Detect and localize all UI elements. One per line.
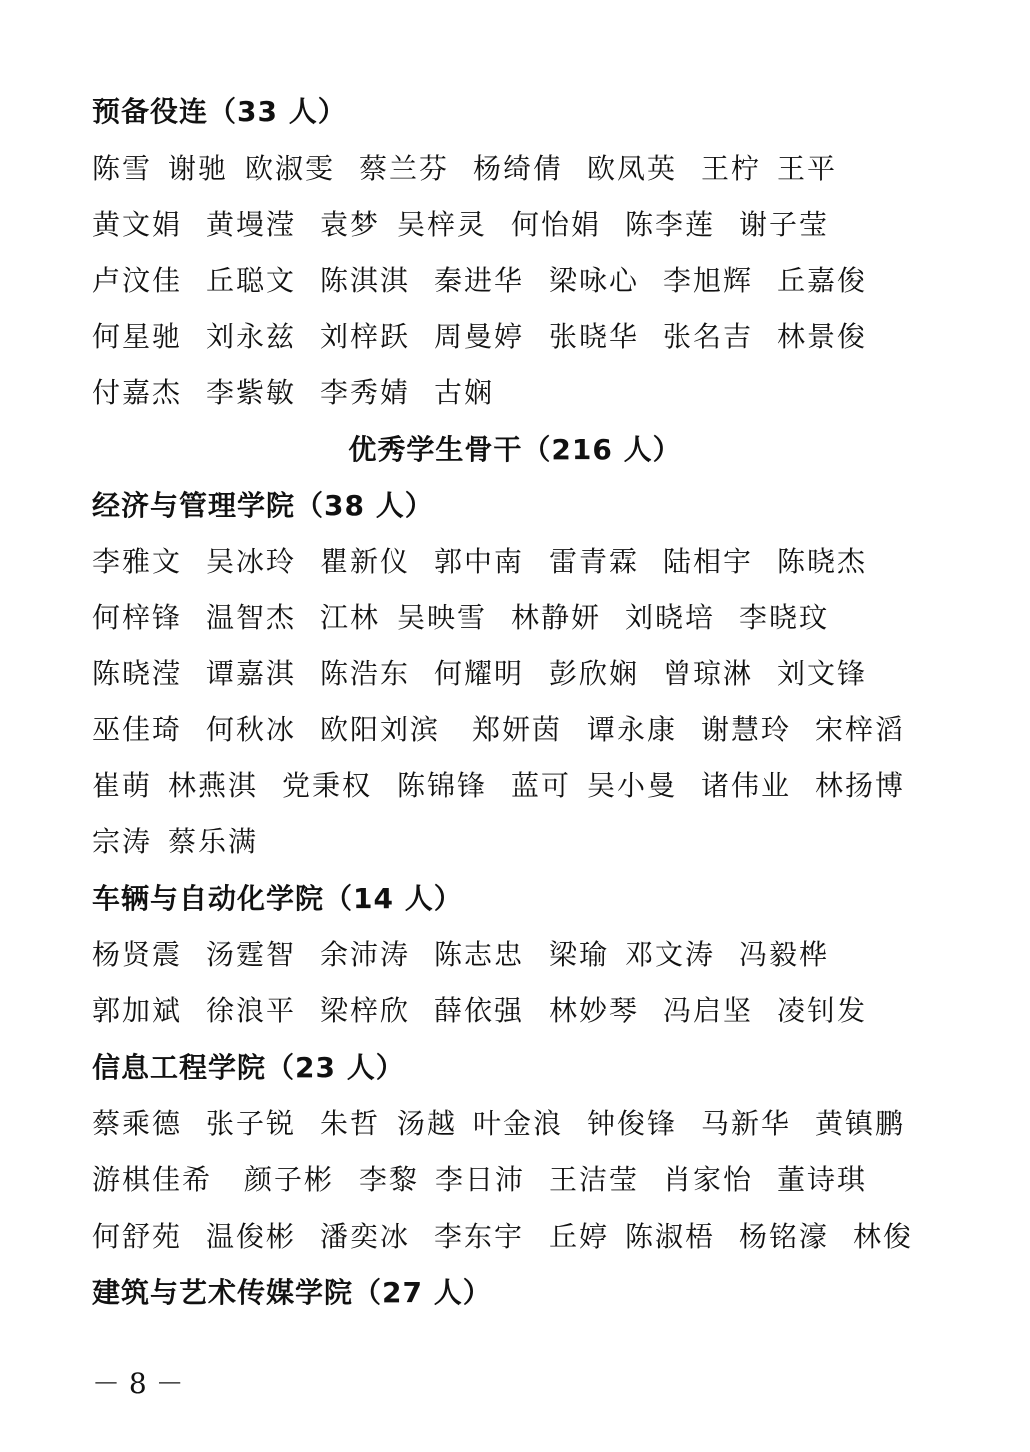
person-name: 温智杰 (206, 601, 297, 634)
section-heading-architecture-arts-media: 建筑与艺术传媒学院（27 人） (92, 1276, 492, 1309)
section-heading-information-engineering: 信息工程学院（23 人） (92, 1051, 405, 1084)
section-heading-economics-management: 经济与管理学院（38 人） (92, 489, 434, 522)
name-row (92, 542, 952, 582)
person-name: 郑妍茵 (472, 713, 563, 746)
person-name: 张晓华 (549, 320, 640, 353)
person-name: 吴映雪 (397, 601, 488, 634)
person-name: 徐浪平 (206, 994, 297, 1027)
person-name: 林景俊 (777, 320, 868, 353)
person-name: 李日沛 (435, 1163, 526, 1196)
person-name: 谢驰 (168, 152, 229, 185)
person-name: 刘永兹 (206, 320, 297, 353)
person-name: 陈晓杰 (777, 545, 868, 578)
person-name: 刘梓跃 (320, 320, 411, 353)
name-row (92, 822, 952, 862)
person-name: 王平 (777, 152, 838, 185)
person-name: 邓文涛 (625, 938, 716, 971)
person-name: 何舒苑 (92, 1220, 183, 1253)
name-row (92, 991, 952, 1031)
name-row (92, 149, 952, 189)
person-name: 潘奕冰 (320, 1220, 411, 1253)
person-name: 冯毅桦 (739, 938, 830, 971)
person-name: 诸伟业 (701, 769, 792, 802)
name-row (92, 317, 952, 357)
person-name: 何秋冰 (206, 713, 297, 746)
person-name: 李紫敏 (206, 376, 297, 409)
person-name: 黄镇鹏 (815, 1107, 906, 1140)
person-name: 蔡乘德 (92, 1107, 183, 1140)
person-name: 钟俊锋 (587, 1107, 678, 1140)
person-name: 瞿新仪 (320, 545, 411, 578)
section-heading-outstanding-students: 优秀学生骨干（216 人） (348, 433, 682, 466)
person-name: 陈淇淇 (320, 264, 411, 297)
name-row (92, 1104, 952, 1144)
person-name: 李雅文 (92, 545, 183, 578)
person-name: 吴冰玲 (206, 545, 297, 578)
name-row (92, 766, 952, 806)
name-row (92, 261, 952, 301)
person-name: 李旭辉 (663, 264, 754, 297)
person-name: 黄墁滢 (206, 208, 297, 241)
person-name: 陈志忠 (434, 938, 525, 971)
person-name: 欧凤英 (587, 152, 678, 185)
person-name: 黄文娟 (92, 208, 183, 241)
person-name: 陆相宇 (663, 545, 754, 578)
person-name: 肖家怡 (663, 1163, 754, 1196)
person-name: 游棋佳希 (92, 1163, 213, 1196)
person-name: 曾琼淋 (663, 657, 754, 690)
person-name: 薛依强 (434, 994, 525, 1027)
person-name: 温俊彬 (206, 1220, 297, 1253)
name-row (92, 205, 952, 245)
person-name: 汤越 (397, 1107, 458, 1140)
person-name: 吴小曼 (587, 769, 678, 802)
person-name: 汤霆智 (206, 938, 297, 971)
person-name: 崔萌 (92, 769, 153, 802)
section-heading-vehicle-automation: 车辆与自动化学院（14 人） (92, 882, 463, 915)
person-name: 付嘉杰 (92, 376, 183, 409)
person-name: 张名吉 (663, 320, 754, 353)
person-name: 何怡娟 (511, 208, 602, 241)
person-name: 丘嘉俊 (777, 264, 868, 297)
person-name: 雷青霖 (549, 545, 640, 578)
person-name: 颜子彬 (244, 1163, 335, 1196)
person-name: 冯启坚 (663, 994, 754, 1027)
person-name: 杨绮倩 (473, 152, 564, 185)
person-name: 古娴 (434, 376, 495, 409)
person-name: 谭嘉淇 (206, 657, 297, 690)
person-name: 郭加斌 (92, 994, 183, 1027)
person-name: 党秉权 (282, 769, 373, 802)
person-name: 谭永康 (587, 713, 678, 746)
person-name: 蓝可 (511, 769, 572, 802)
person-name: 林燕淇 (168, 769, 259, 802)
person-name: 宗涛 (92, 825, 153, 858)
person-name: 刘文锋 (777, 657, 868, 690)
person-name: 陈淑梧 (625, 1220, 716, 1253)
person-name: 袁梦 (320, 208, 381, 241)
person-name: 巫佳琦 (92, 713, 183, 746)
person-name: 周曼婷 (434, 320, 525, 353)
name-row (92, 1160, 952, 1200)
person-name: 梁咏心 (549, 264, 640, 297)
person-name: 李东宇 (434, 1220, 525, 1253)
person-name: 张子锐 (206, 1107, 297, 1140)
person-name: 何耀明 (434, 657, 525, 690)
person-name: 欧阳刘滨 (320, 713, 441, 746)
name-row (92, 373, 952, 413)
person-name: 何星驰 (92, 320, 183, 353)
name-row (92, 935, 952, 975)
person-name: 董诗琪 (777, 1163, 868, 1196)
person-name: 宋梓滔 (815, 713, 906, 746)
name-row (92, 1217, 952, 1257)
person-name: 陈晓滢 (92, 657, 183, 690)
person-name: 何梓锋 (92, 601, 183, 634)
person-name: 陈锦锋 (397, 769, 488, 802)
person-name: 杨贤震 (92, 938, 183, 971)
person-name: 吴梓灵 (397, 208, 488, 241)
person-name: 林妙琴 (549, 994, 640, 1027)
person-name: 谢子莹 (739, 208, 830, 241)
person-name: 欧淑雯 (245, 152, 336, 185)
person-name: 杨铭濠 (739, 1220, 830, 1253)
person-name: 梁梓欣 (320, 994, 411, 1027)
person-name: 彭欣娴 (549, 657, 640, 690)
person-name: 林扬博 (815, 769, 906, 802)
name-row (92, 710, 952, 750)
name-row (92, 598, 952, 638)
person-name: 陈雪 (92, 152, 153, 185)
person-name: 丘婷 (549, 1220, 610, 1253)
person-name: 刘晓培 (625, 601, 716, 634)
section-heading-reserve-company: 预备役连（33 人） (92, 95, 347, 128)
person-name: 余沛涛 (320, 938, 411, 971)
person-name: 陈浩东 (320, 657, 411, 690)
person-name: 林俊 (853, 1220, 914, 1253)
person-name: 马新华 (701, 1107, 792, 1140)
person-name: 郭中南 (434, 545, 525, 578)
name-row (92, 654, 952, 694)
person-name: 李黎 (359, 1163, 420, 1196)
person-name: 丘聪文 (206, 264, 297, 297)
person-name: 李晓玟 (739, 601, 830, 634)
person-name: 江林 (320, 601, 381, 634)
person-name: 李秀婧 (320, 376, 411, 409)
person-name: 王洁莹 (549, 1163, 640, 1196)
page-number: － 8 － (92, 1367, 184, 1400)
person-name: 叶金浪 (473, 1107, 564, 1140)
person-name: 王柠 (701, 152, 762, 185)
person-name: 蔡兰芬 (359, 152, 450, 185)
person-name: 梁瑜 (549, 938, 610, 971)
person-name: 秦进华 (434, 264, 525, 297)
person-name: 谢慧玲 (701, 713, 792, 746)
person-name: 陈李莲 (625, 208, 716, 241)
person-name: 林静妍 (511, 601, 602, 634)
person-name: 凌钊发 (777, 994, 868, 1027)
person-name: 蔡乐满 (168, 825, 259, 858)
person-name: 朱哲 (320, 1107, 381, 1140)
person-name: 卢汶佳 (92, 264, 183, 297)
